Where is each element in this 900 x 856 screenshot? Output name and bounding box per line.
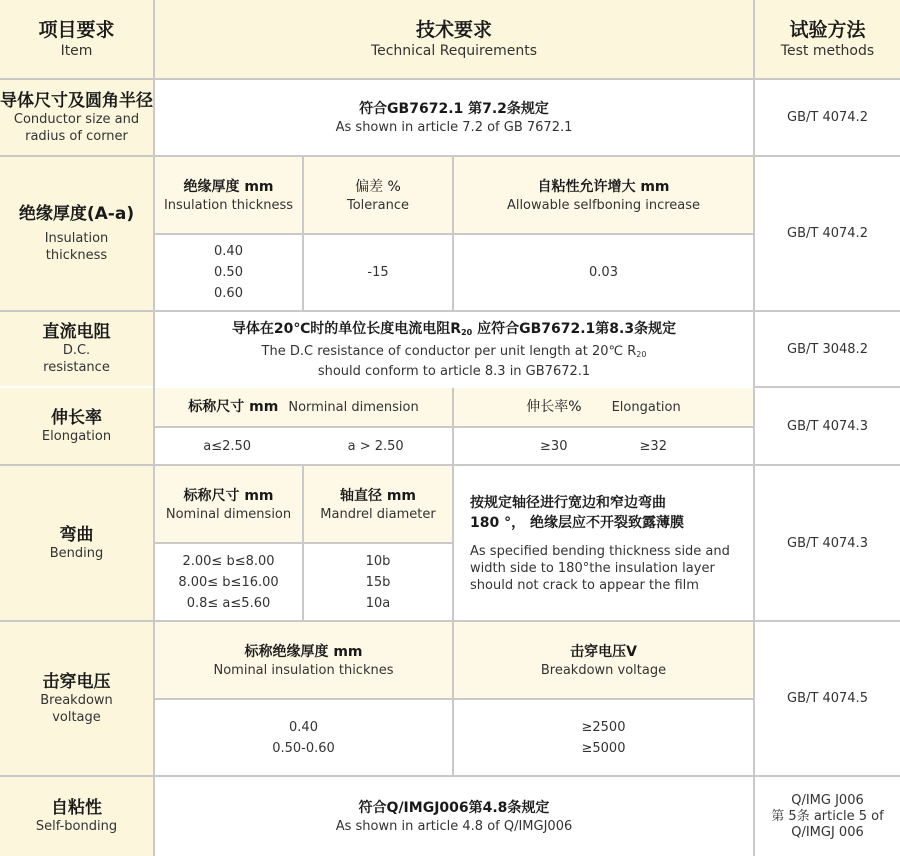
- insulation-col1-en: Insulation thickness: [163, 197, 294, 213]
- elong-val-cell: [454, 428, 753, 464]
- bending-desc-en-1: As specified bending thickness side and: [470, 543, 730, 559]
- insulation-label-cell: [0, 157, 153, 310]
- elong-method-cell: [755, 388, 900, 464]
- insulation-col3-en: Allowable selfboning increase: [506, 197, 701, 213]
- bending-mandrel-1: 10b: [365, 553, 391, 569]
- bending-label-en: Bending: [49, 545, 104, 561]
- dc-method-cell: [755, 312, 900, 386]
- bending-desc-en-3: should not crack to appear the film: [470, 577, 699, 593]
- dc-req-en-2: should conform to article 8.3 in GB7672.1: [317, 363, 591, 379]
- bending-method-cell: [755, 466, 900, 620]
- breakdown-thickness-cell: [155, 700, 452, 775]
- bending-col2-en: Mandrel diameter: [320, 506, 436, 522]
- elong-col2-head: [454, 388, 753, 426]
- insulation-col1-zh: 绝缘厚度 mm: [183, 178, 274, 195]
- conductor-method: GB/T 4074.2: [787, 110, 868, 125]
- breakdown-label-en-2: voltage: [52, 709, 101, 725]
- bending-label-zh: 弯曲: [59, 524, 94, 545]
- header-item-cell: [0, 0, 153, 78]
- insulation-thickness-1: 0.40: [214, 244, 243, 259]
- dc-req-zh-b: 应符合GB7672.1第8.3条规定: [472, 320, 677, 337]
- selfbond-method-cell: [755, 777, 900, 856]
- selfbond-method-1: Q/IMG J006: [791, 792, 864, 808]
- grid-line: [0, 155, 900, 157]
- elong-dim-cell: [155, 428, 452, 464]
- breakdown-col1-en: Nominal insulation thicknes: [213, 662, 394, 678]
- dc-req-zh-a: 导体在20℃时的单位长度电流电阻R: [231, 320, 462, 337]
- bending-desc-zh-2: 180 °， 绝缘层应不开裂致露薄膜: [470, 514, 684, 531]
- bending-label-cell: [0, 466, 153, 620]
- bending-mandrel-3: 10a: [365, 595, 391, 611]
- conductor-label-en-1: Conductor size and: [13, 111, 140, 127]
- header-item-en: Item: [60, 43, 93, 59]
- selfbond-req-cell: [155, 777, 753, 856]
- breakdown-method-cell: [755, 622, 900, 775]
- grid-line: [753, 0, 755, 856]
- bending-col2-head: [304, 466, 452, 542]
- bending-col1-en: Nominal dimension: [165, 506, 292, 522]
- elong-method: GB/T 4074.3: [787, 418, 868, 434]
- elong-col1-zh: 标称尺寸 mm: [188, 399, 279, 415]
- dc-req-zh: [232, 319, 676, 343]
- conductor-label-cell: [0, 80, 153, 155]
- bending-desc-cell: [454, 466, 753, 620]
- breakdown-label-en-1: Breakdown: [40, 692, 113, 708]
- insulation-label-en-2: thickness: [45, 247, 108, 263]
- dc-method: GB/T 3048.2: [787, 341, 868, 357]
- dc-label-en-2: resistance: [43, 360, 110, 375]
- elong-val-2: ≥32: [639, 438, 667, 454]
- dc-label-cell: [0, 312, 153, 386]
- bending-mandrel-2: 15b: [365, 574, 391, 590]
- dc-label-zh: 直流电阻: [42, 322, 111, 342]
- bending-dims-cell: [155, 544, 302, 620]
- insulation-thickness-2: 0.50: [214, 265, 243, 280]
- breakdown-thickness-2: 0.50-0.60: [272, 740, 335, 756]
- bending-dim-1: 2.00≤ b≤8.00: [182, 553, 275, 569]
- bending-col1-zh: 标称尺寸 mm: [183, 487, 274, 504]
- selfbond-req-en: As shown in article 4.8 of Q/IMGJ006: [335, 819, 573, 834]
- insulation-col2-head: [304, 157, 452, 233]
- dc-label-en-1: D.C.: [62, 343, 91, 358]
- elong-dim-1: a≤2.50: [203, 438, 252, 454]
- insulation-col1-head: [155, 157, 302, 233]
- elong-dim-2: a > 2.50: [347, 438, 404, 454]
- insulation-method: GB/T 4074.2: [787, 226, 868, 241]
- insulation-increase: 0.03: [589, 265, 618, 280]
- breakdown-col1-zh: 标称绝缘厚度 mm: [244, 643, 363, 660]
- grid-line: [0, 78, 900, 80]
- dc-req-en-1sub: 20: [636, 349, 647, 359]
- breakdown-col2-en: Breakdown voltage: [540, 662, 667, 678]
- elong-col2-zh: 伸长率%: [526, 399, 582, 415]
- selfbond-label-zh: 自粘性: [51, 798, 102, 818]
- grid-line: [0, 310, 900, 312]
- grid-line: [155, 426, 753, 428]
- insulation-thickness-3: 0.60: [214, 286, 243, 301]
- insulation-col3-zh: 自粘性允许增大 mm: [537, 178, 670, 195]
- elong-col2-en: Elongation: [611, 399, 681, 415]
- conductor-req-zh: 符合GB7672.1 第7.2条规定: [359, 101, 549, 117]
- header-tech-zh: 技术要求: [415, 19, 492, 41]
- bending-mandrels-cell: [304, 544, 452, 620]
- insulation-col2-en: Tolerance: [347, 197, 409, 213]
- breakdown-col2-zh: 击穿电压V: [570, 643, 637, 660]
- header-test-en: Test methods: [780, 43, 875, 59]
- elong-label-zh: 伸长率: [51, 407, 102, 428]
- breakdown-voltage-1: ≥2500: [581, 719, 626, 735]
- breakdown-voltage-cell: [454, 700, 753, 775]
- dc-req-en-1a: The D.C resistance of conductor per unit length at 20℃ R: [261, 343, 637, 359]
- insulation-increase-cell: [454, 235, 753, 310]
- insulation-label-en-1: Insulation: [44, 230, 109, 246]
- selfbond-label-en: Self-bonding: [35, 819, 118, 834]
- breakdown-label-cell: [0, 622, 153, 775]
- insulation-thickness-cell: [155, 235, 302, 310]
- bending-dim-2: 8.00≤ b≤16.00: [178, 574, 279, 590]
- breakdown-col2-head: [454, 622, 753, 698]
- insulation-label-zh: 绝缘厚度(A-a): [18, 203, 135, 224]
- insulation-tolerance: -15: [367, 265, 389, 280]
- insulation-method-cell: [755, 157, 900, 310]
- selfbond-label-cell: [0, 777, 153, 856]
- grid-line: [0, 620, 900, 622]
- header-item-zh: 项目要求: [38, 19, 115, 41]
- grid-line: [0, 775, 900, 777]
- header-test-zh: 试验方法: [789, 19, 866, 41]
- elong-label-en: Elongation: [41, 428, 112, 444]
- bending-dim-3: 0.8≤ a≤5.60: [186, 595, 271, 611]
- grid-line: [153, 0, 155, 856]
- insulation-tolerance-cell: [304, 235, 452, 310]
- dc-req-zh-sub: 20: [461, 327, 473, 337]
- header-tech-cell: [155, 0, 753, 78]
- header-tech-en: Technical Requirements: [370, 43, 538, 59]
- elong-col1-en: Norminal dimension: [288, 399, 419, 415]
- elong-label-cell: [0, 388, 153, 464]
- header-test-cell: [755, 0, 900, 78]
- conductor-label-en-2: radius of corner: [25, 128, 128, 144]
- dc-req-cell: [155, 312, 753, 386]
- bending-desc-zh-1: 按规定轴径进行宽边和窄边弯曲: [470, 494, 666, 511]
- bending-method: GB/T 4074.3: [787, 535, 868, 551]
- breakdown-method: GB/T 4074.5: [787, 691, 868, 706]
- breakdown-thickness-1: 0.40: [289, 719, 318, 735]
- breakdown-col1-head: [155, 622, 452, 698]
- breakdown-voltage-2: ≥5000: [581, 740, 626, 756]
- bending-col1-head: [155, 466, 302, 542]
- selfbond-req-zh: 符合Q/IMGJ006第4.8条规定: [358, 800, 550, 816]
- grid-line: [155, 542, 453, 544]
- conductor-req-en: As shown in article 7.2 of GB 7672.1: [335, 120, 573, 135]
- dc-req-en-line1: [262, 343, 647, 363]
- breakdown-label-zh: 击穿电压: [42, 671, 111, 692]
- grid-line: [155, 698, 753, 700]
- elong-col1-head: [155, 388, 452, 426]
- conductor-method-cell: [755, 80, 900, 155]
- grid-line: [155, 233, 753, 235]
- bending-desc-en-2: width side to 180°the insulation layer: [470, 560, 715, 576]
- grid-line: [755, 386, 900, 388]
- selfbond-method-3: Q/IMGJ 006: [791, 824, 864, 840]
- selfbond-method-2: 第 5条 article 5 of: [771, 808, 884, 824]
- elong-val-1: ≥30: [540, 438, 568, 454]
- conductor-label-zh: 导体尺寸及圆角半径: [0, 90, 153, 111]
- bending-col2-zh: 轴直径 mm: [339, 487, 417, 504]
- insulation-col3-head: [454, 157, 753, 233]
- conductor-req-cell: [155, 80, 753, 155]
- grid-line: [0, 464, 900, 466]
- insulation-col2-zh: 偏差 %: [355, 178, 401, 195]
